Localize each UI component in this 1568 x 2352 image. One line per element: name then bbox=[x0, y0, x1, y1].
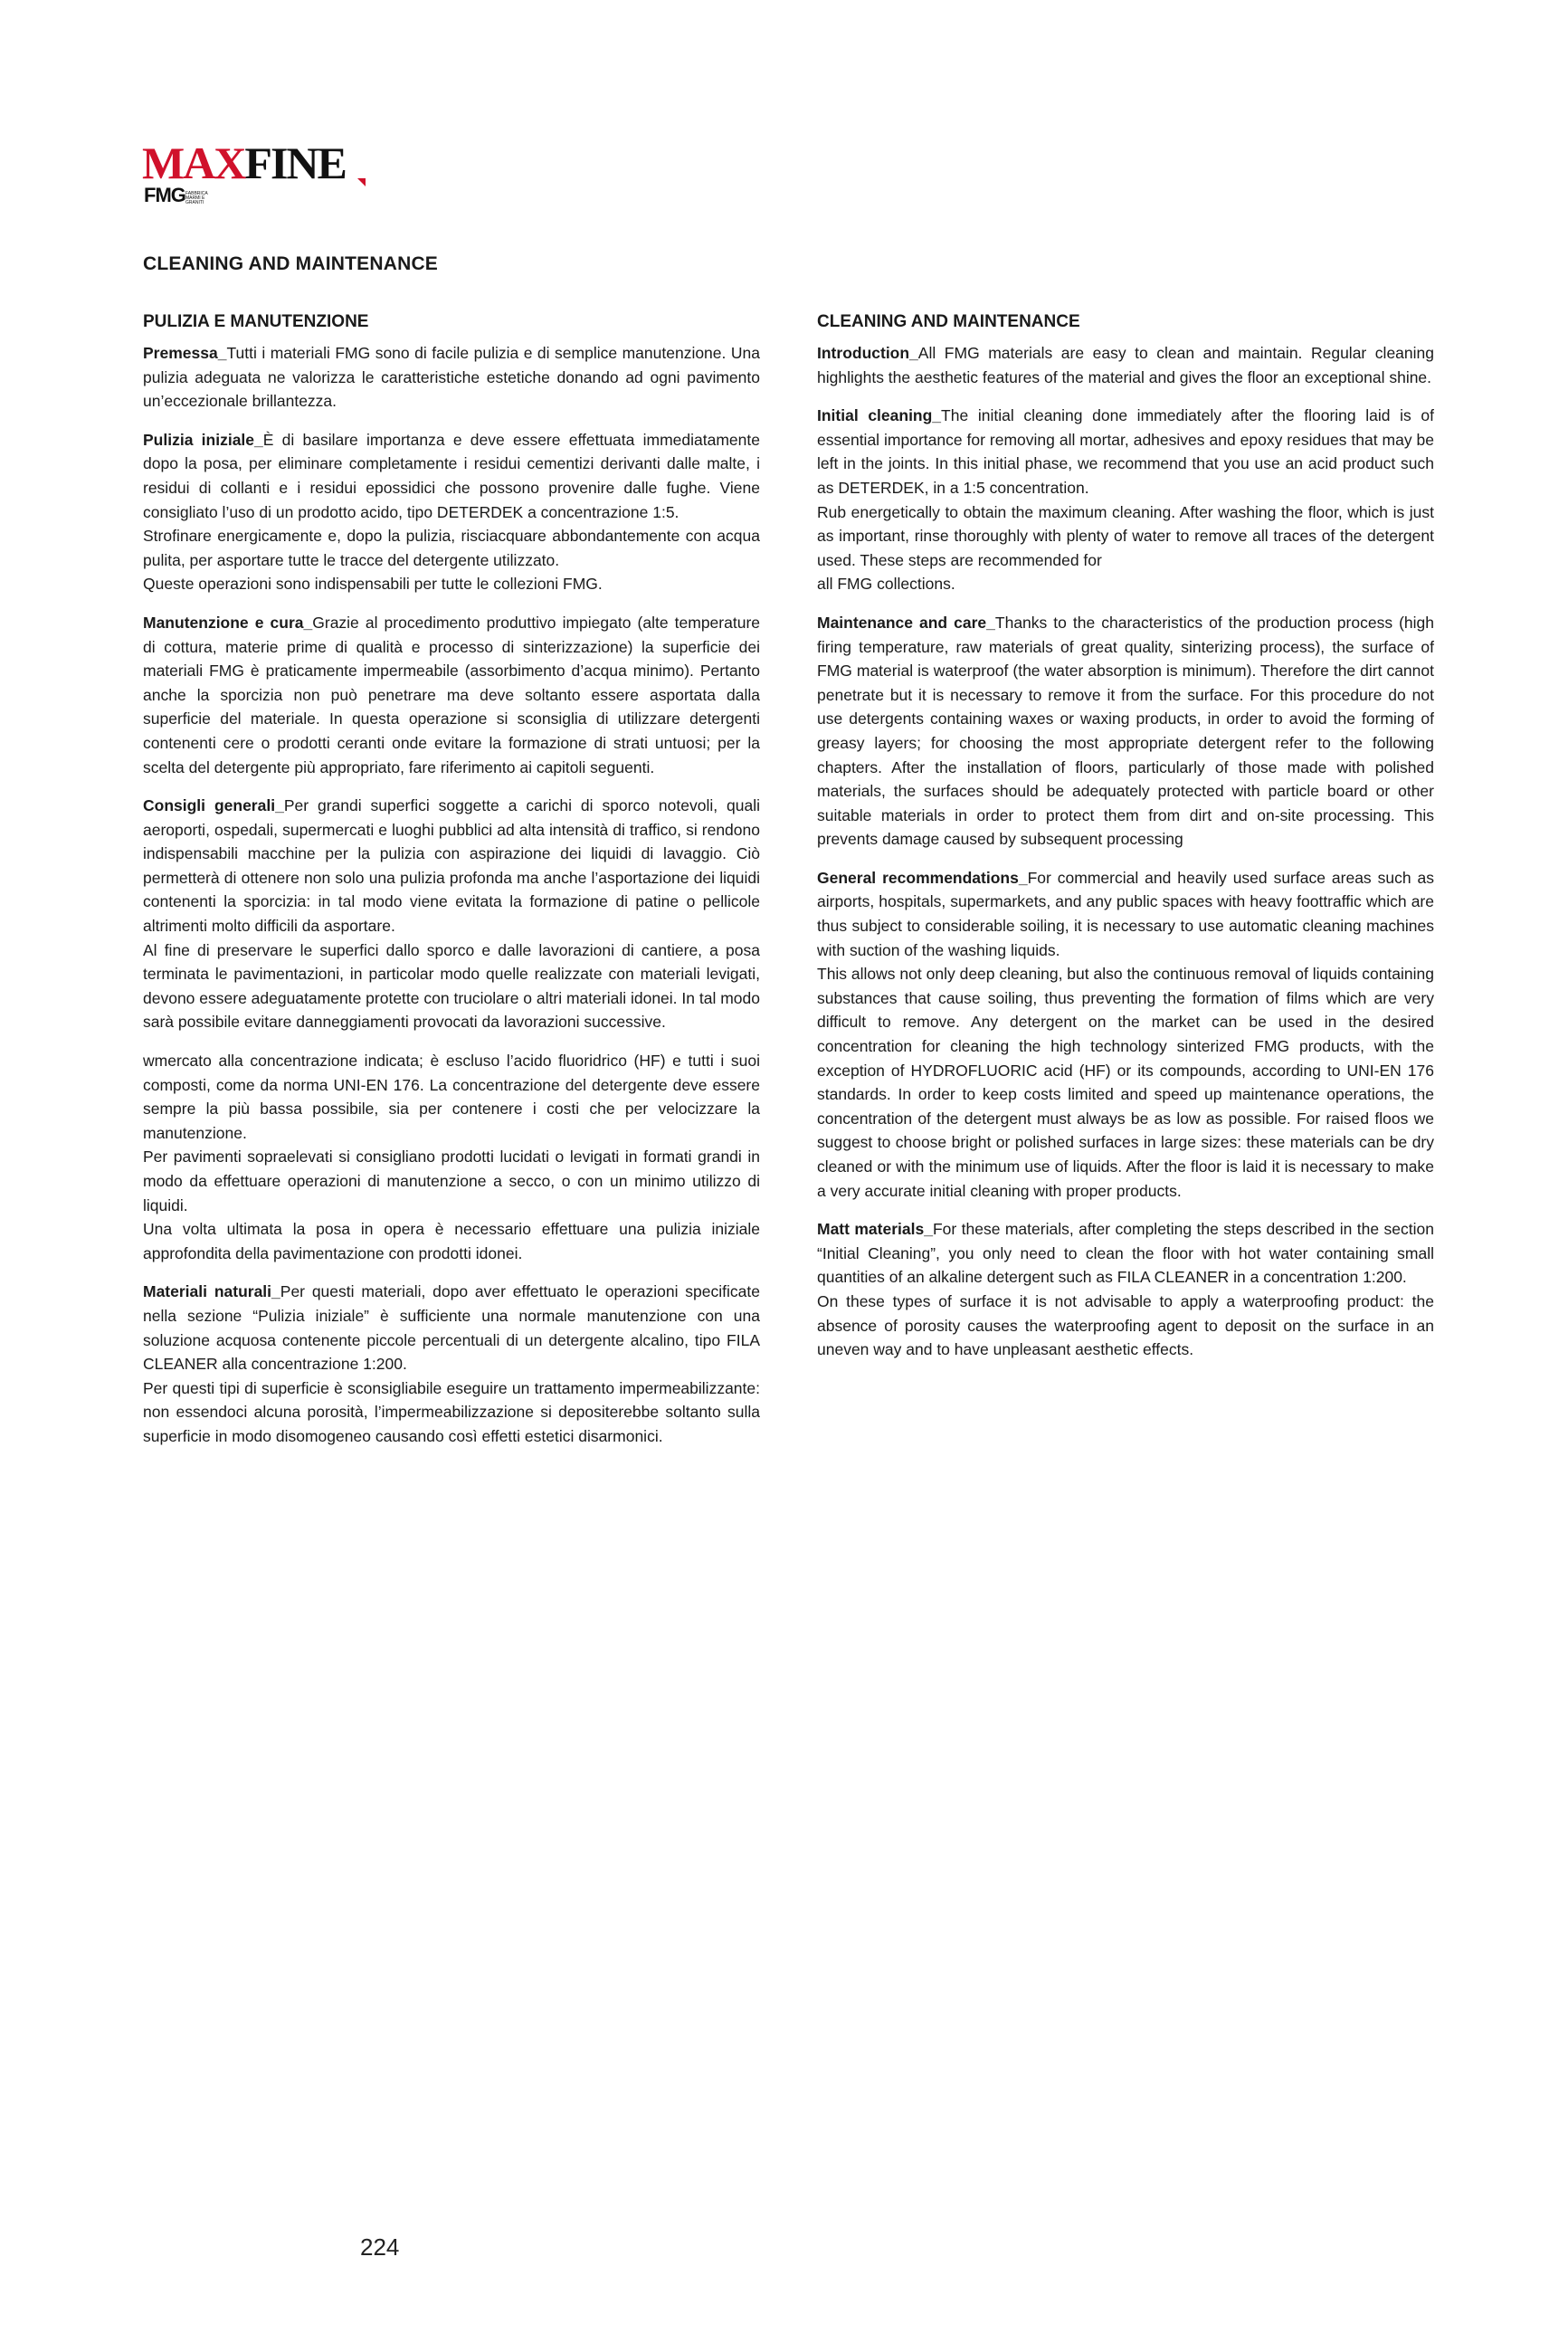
italian-heading: PULIZIA E MANUTENZIONE bbox=[143, 312, 369, 331]
italian-column bbox=[143, 309, 760, 1463]
italian-paragraph-text: È di basilare importanza e deve essere effettuata immediatamente dopo la posa, per eliminare completamente i residui cementizi derivanti dalle malte, i residui di collanti e i residui epossidici che possono provenire dalle fughe. Viene consigliato l’uso di un prodotto acido, tipo DETERDEK a concentrazione 1:5. Strofinare energicamente e, dopo la pulizia, risciacquare abbondantemente con acqua pulita, per asportare tutte le tracce del detergente utilizzato. Queste operazioni sono indispensabili per tutte le collezioni FMG. bbox=[143, 430, 760, 594]
english-column bbox=[817, 309, 1434, 1376]
english-paragraph-text: For commercial and heavily used surface areas such as airports, hospitals, supermarkets, and any public spaces with heavy foottraffic which are thus subject to considerable soiling, it is necessary to use automatic cleaning machines with suction of the washing liquids. This allows not only deep cleaning, but also the continuous removal of liquids containing substances that cause soiling, thus preventing the formation of films which are very difficult to remove. Any detergent on the market can be used in the desired concentration for cleaning the high technology sinterized FMG products, with the exception of HYDROFLUORIC acid (HF) or its compounds, according to UNI-EN 176 standards. In order to keep costs limited and speed up maintenance operations, the concentration of the detergent must always be as low as possible. For raised floos we suggest to choose bright or polished surfaces in large sizes: these materials can be dry cleaned or with the minimum use of liquids. After the floor is laid it is necessary to make a very accurate initial cleaning with proper products. bbox=[817, 868, 1434, 1200]
english-paragraph-lead: Introduction_ bbox=[817, 344, 918, 362]
brand-logo bbox=[142, 138, 368, 211]
english-paragraph-lead: General recommendations_ bbox=[817, 868, 1028, 887]
english-paragraph-text: Thanks to the characteristics of the production process (high firing temperature, raw materials of great quality, sinterizing process), the surface of FMG material is waterproof (the water absorption is minimum). Therefore the dirt cannot penetrate but it is necessary to remove it from the surface. For this procedure do not use detergents containing waxes or waxing products, in order to avoid the forming of greasy layers; for choosing the most appropriate detergent refer to the following chapters. After the installation of floors, particularly of those made with polished materials, the surfaces should be adequately protected with particle board or other suitable materials in order to protect them from dirt and on-site processing. This prevents damage caused by subsequent processing bbox=[817, 613, 1434, 849]
english-paragraph bbox=[817, 1217, 1434, 1362]
english-paragraph bbox=[817, 341, 1434, 389]
page-number: 224 bbox=[360, 2233, 400, 2261]
logo-corner-mark bbox=[357, 178, 366, 186]
english-paragraph-lead: Maintenance and care_ bbox=[817, 613, 995, 632]
english-paragraph-text: All FMG materials are easy to clean and maintain. Regular cleaning highlights the aesthetic features of the material and gives the floor an exceptional shine. bbox=[817, 344, 1434, 386]
italian-paragraph bbox=[143, 1049, 760, 1265]
italian-paragraph-text: Tutti i materiali FMG sono di facile pulizia e di semplice manutenzione. Una pulizia adeguata ne valorizza le caratteristiche estetiche donando ad ogni pavimento un’eccezionale brillantezza. bbox=[143, 344, 760, 411]
italian-paragraph bbox=[143, 1280, 760, 1448]
logo-wordmark bbox=[142, 138, 346, 187]
logo-tagline: FABBRICA MARMI E GRANITI bbox=[185, 191, 208, 205]
logo-max: MAX bbox=[142, 138, 245, 188]
english-paragraph bbox=[817, 611, 1434, 852]
italian-paragraph-text: Per grandi superfici soggette a carichi di sporco notevoli, quali aeroporti, ospedali, supermercati e luoghi pubblici ad alta intensità di traffico, si rendono indispensabili macchine per la pulizia con aspirazione dei liquidi di lavaggio. Ciò permetterà di ottenere non solo una pulizia profonda ma anche l’asportazione dei liquidi contenenti la sporcizia: in tal modo viene evitata la formazione di patine o pellicole altrimenti molto difficili da asportare. Al fine di preservare le superfici dallo sporco e dalle lavorazioni di cantiere, a posa terminata le pavimentazioni, in particolar modo quelle realizzate con materiali levigati, devono essere adeguatamente protette con truciolare o altri materiali idonei. In tal modo sarà possibile evitare danneggiamenti provocati da lavorazioni successive. bbox=[143, 796, 761, 1032]
page-title: CLEANING AND MAINTENANCE bbox=[143, 253, 439, 274]
english-heading: CLEANING AND MAINTENANCE bbox=[817, 312, 1080, 331]
italian-paragraph-text: wmercato alla concentrazione indicata; è escluso l’acido fluoridrico (HF) e tutti i suoi composti, come da norma UNI-EN 176. La concentrazione del detergente deve essere sempre la più bassa possibile, sia per contenere i costi che per velocizzare la manutenzione. Per pavimenti sopraelevati si consigliano prodotti lucidati o levigati in formati grandi in modo da effettuare operazioni di manutenzione a secco, o con un minimo utilizzo di liquidi. Una volta ultimata la posa in opera è necessario effettuare una pulizia iniziale approfondita della pavimentazione con prodotti idonei. bbox=[143, 1052, 760, 1262]
english-paragraph bbox=[817, 866, 1434, 1203]
italian-paragraph-lead: Pulizia iniziale_ bbox=[143, 430, 263, 449]
english-paragraph-lead: Matt materials_ bbox=[817, 1220, 933, 1239]
italian-paragraph bbox=[143, 341, 760, 414]
logo-fmg: FMG bbox=[144, 184, 185, 206]
english-paragraph-text: The initial cleaning done immediately after the flooring laid is of essential importance for removing all mortar, adhesives and epoxy residues that may be left in the joints. In this initial phase, we recommend that you use an acid product such as DETERDEK, in a 1:5 concentration. Rub energetically to obtain the maximum cleaning. After washing the floor, which is just as important, rinse thoroughly with plenty of water to remove all traces of the detergent used. These steps are recommended for all FMG collections. bbox=[817, 406, 1434, 594]
italian-paragraph bbox=[143, 611, 760, 779]
italian-paragraph-lead: Manutenzione e cura_ bbox=[143, 613, 313, 632]
english-paragraph bbox=[817, 404, 1434, 596]
italian-paragraph-lead: Premessa_ bbox=[143, 344, 227, 362]
italian-paragraph-lead: Consigli generali_ bbox=[143, 796, 284, 815]
italian-paragraph-text: Per questi materiali, dopo aver effettuato le operazioni specificate nella sezione “Pulizia iniziale” è sufficiente una normale manutenzione con una soluzione acquosa contenente piccole percentuali di un detergente alcalino, tipo FILA CLEANER alla concentrazione 1:200. Per questi tipi di superficie è sconsigliabile eseguire un trattamento impermeabilizzante: non essendoci alcuna porosità, l’impermeabilizzazione si depositerebbe soltanto sulla superficie in modo disomogeneo causando così effetti estetici disarmonici. bbox=[143, 1282, 760, 1445]
italian-paragraph-text: Grazie al procedimento produttivo impiegato (alte temperature di cottura, materie prime di qualità e processo di sinterizzazione) la superficie dei materiali FMG è praticamente impermeabile (assorbimento d’acqua minimo). Pertanto anche la sporcizia non può penetrare ma deve soltanto essere asportata dalla superficie del materiale. In questa operazione si sconsiglia di utilizzare detergenti contenenti cere o prodotti ceranti onde evitare la formazione di strati untuosi; per la scelta del detergente più appropriato, fare riferimento ai capitoli seguenti. bbox=[143, 613, 761, 776]
english-paragraph-lead: Initial cleaning_ bbox=[817, 406, 942, 425]
italian-paragraph bbox=[143, 794, 760, 1034]
logo-fine: FINE bbox=[244, 138, 346, 188]
italian-paragraph-lead: Materiali naturali_ bbox=[143, 1282, 280, 1301]
italian-paragraph bbox=[143, 428, 760, 596]
english-paragraph-text: For these materials, after completing the steps described in the section “Initial Cleaning”, you only need to clean the floor with hot water containing small quantities of an alkaline detergent such as FILA CLEANER in a concentration 1:200. On these types of surface it is not advisable to apply a waterproofing product: the absence of porosity causes the waterproofing agent to deposit on the surface in an uneven way and to have unpleasant aesthetic effects. bbox=[817, 1220, 1434, 1359]
